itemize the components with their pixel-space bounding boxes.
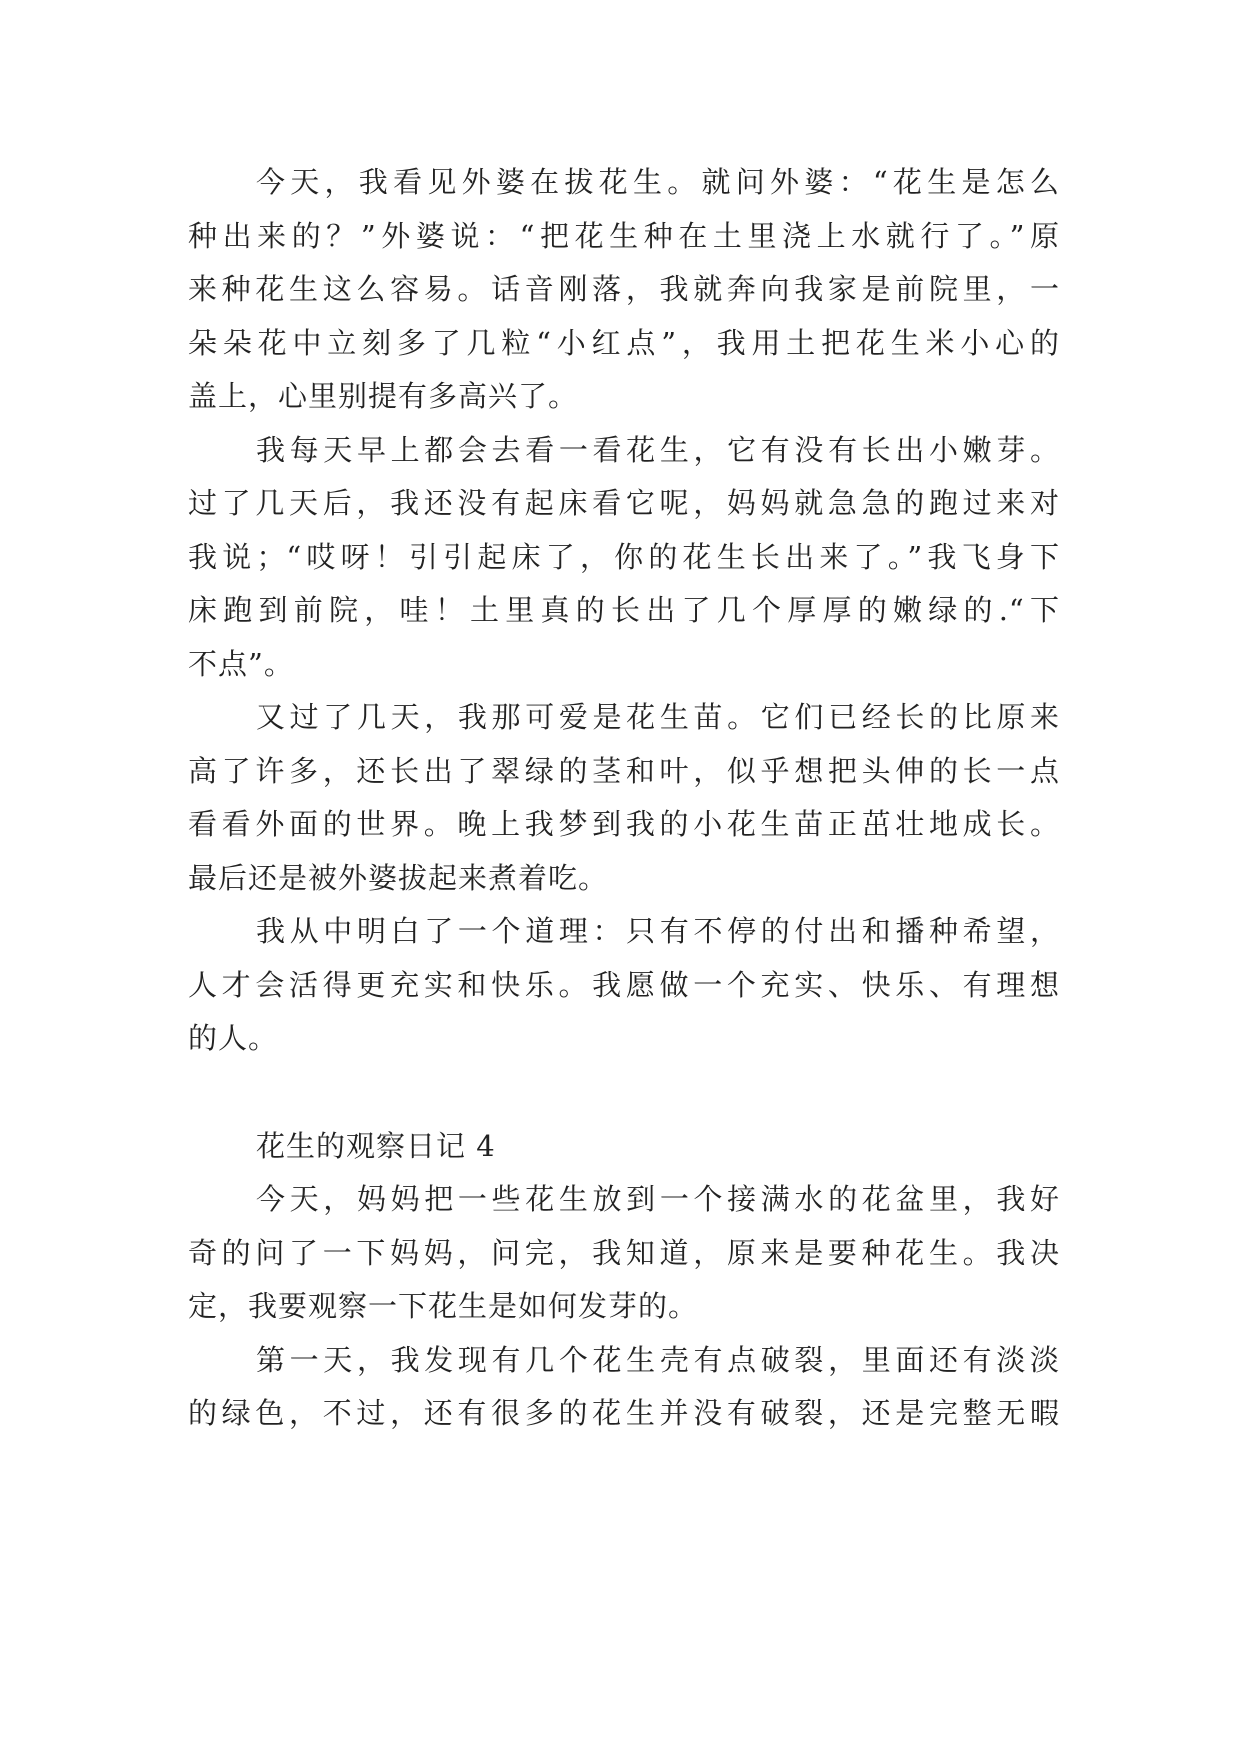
text-line: 人才会活得更充实和快乐。我愿做一个充实、快乐、有理想 (188, 967, 1060, 1002)
text-line: 不点”。 (188, 646, 294, 681)
paragraph-5 (188, 1173, 1060, 1334)
text-line: 第一天，我发现有几个花生壳有点破裂，里面还有淡淡 (256, 1342, 1060, 1377)
paragraph-1 (188, 156, 1060, 424)
text-line: 我从中明白了一个道理：只有不停的付出和播种希望， (256, 914, 1060, 948)
paragraph-2 (188, 424, 1060, 692)
text-line: 今天，我看见外婆在拔花生。就问外婆：“花生是怎么 (256, 165, 1060, 199)
text-line: 朵朵花中立刻多了几粒“小红点”，我用土把花生米小心的 (188, 325, 1060, 360)
paragraph-gap (188, 1066, 1060, 1120)
section-title: 花生的观察日记 4 (256, 1128, 496, 1163)
paragraph-4 (188, 905, 1060, 1066)
text-line: 我每天早上都会去看一看花生，它有没有长出小嫩芽。 (256, 432, 1060, 467)
text-line: 盖上，心里别提有多高兴了。 (188, 379, 579, 413)
text-line: 的绿色，不过，还有很多的花生并没有破裂，还是完整无暇 (188, 1396, 1060, 1430)
text-line: 看看外面的世界。晚上我梦到我的小花生苗正茁壮地成长。 (188, 807, 1060, 841)
paragraph-3 (188, 691, 1060, 905)
document-body (188, 156, 1060, 1441)
text-line: 我说；“哎呀！引引起床了，你的花生长出来了。”我飞身下 (188, 539, 1060, 574)
text-line: 的人。 (188, 1021, 279, 1055)
text-line: 过了几天后，我还没有起床看它呢，妈妈就急急的跑过来对 (188, 486, 1060, 520)
text-line: 种出来的？”外婆说：“把花生种在土里浇上水就行了。”原 (188, 218, 1060, 253)
text-line: 奇的问了一下妈妈，问完，我知道，原来是要种花生。我决 (188, 1235, 1060, 1270)
paragraph-6 (188, 1334, 1060, 1441)
text-line: 今天，妈妈把一些花生放到一个接满水的花盆里，我好 (256, 1182, 1060, 1216)
text-line: 床跑到前院，哇！土里真的长出了几个厚厚的嫩绿的.“下 (188, 593, 1060, 627)
text-line: 最后还是被外婆拔起来煮着吃。 (188, 860, 609, 895)
text-line: 高了许多，还长出了翠绿的茎和叶，似乎想把头伸的长一点 (188, 753, 1060, 788)
text-line: 定，我要观察一下花生是如何发芽的。 (188, 1289, 699, 1323)
text-line: 来种花生这么容易。话音刚落，我就奔向我家是前院里，一 (188, 272, 1060, 306)
text-line: 又过了几天，我那可爱是花生苗。它们已经长的比原来 (256, 700, 1060, 734)
